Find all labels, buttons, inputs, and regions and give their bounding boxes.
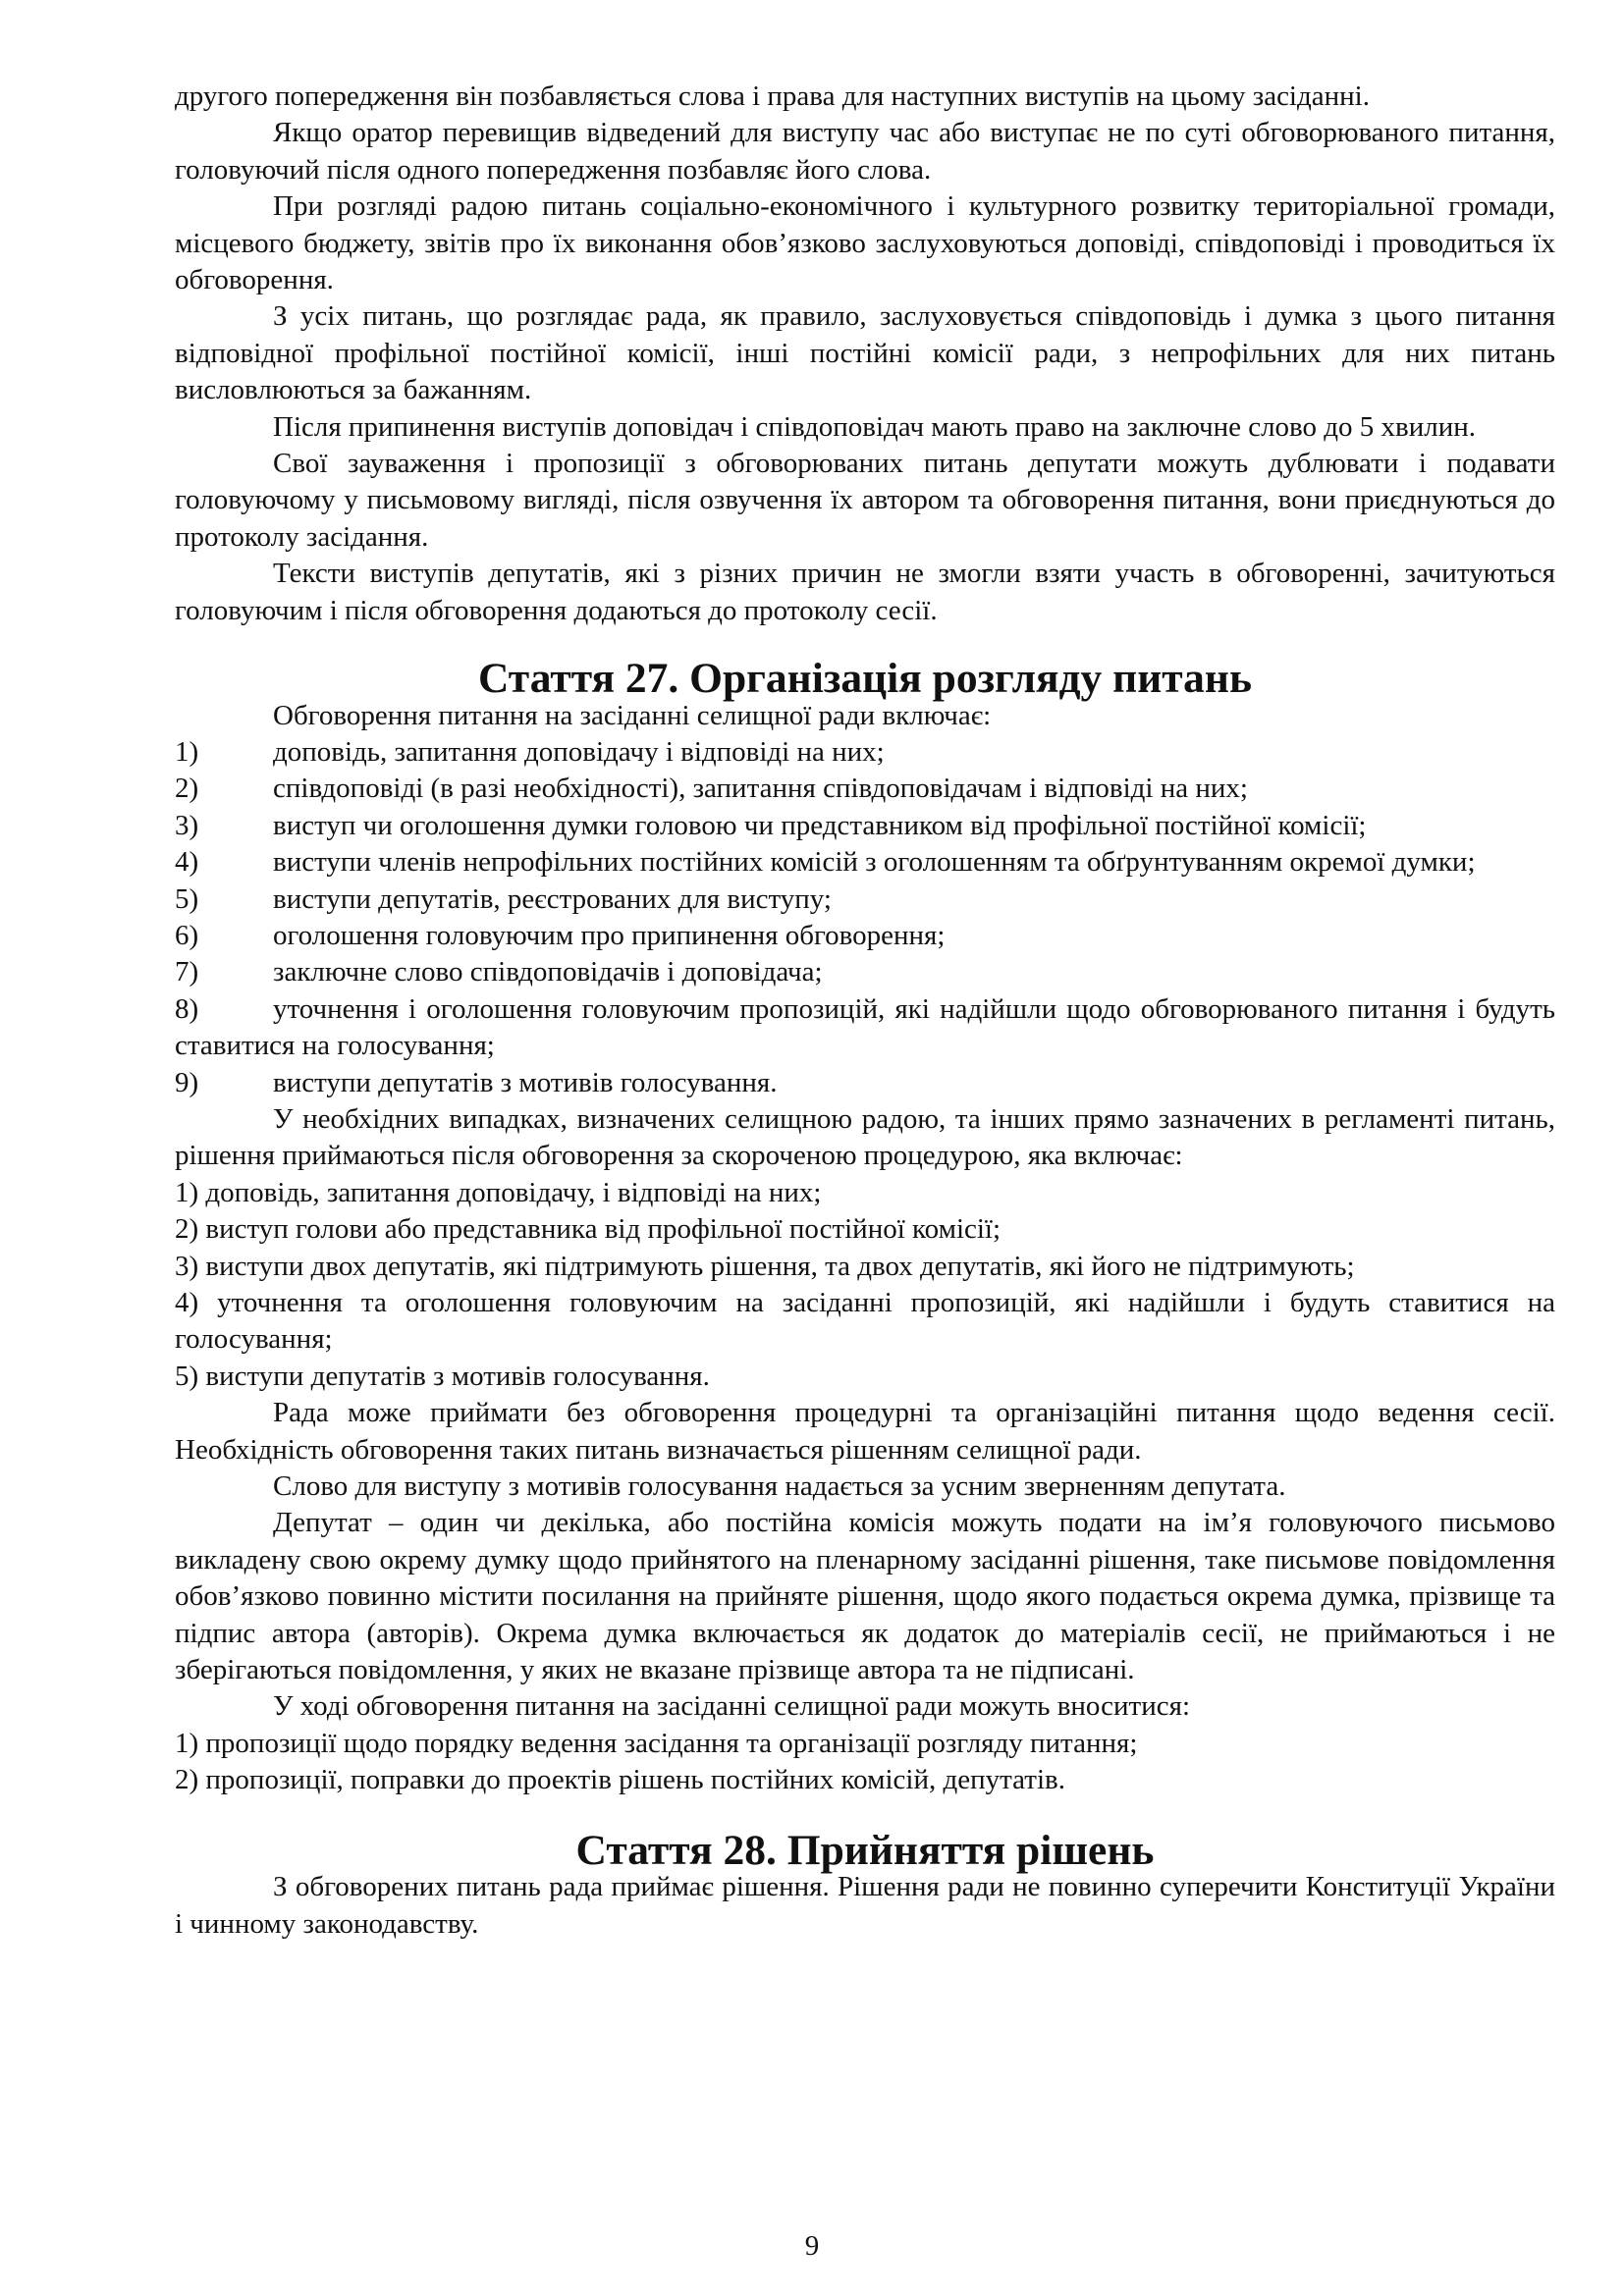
intro-section: [175, 79, 1555, 629]
list-item: [175, 734, 1555, 771]
list-item: 1) доповідь, запитання доповідачу, і відповіді на них;: [175, 1176, 822, 1208]
list-item-number: 3): [175, 809, 199, 841]
paragraph: Слово для виступу з мотивів голосування надається за усним зверненням депутата.: [273, 1470, 1286, 1503]
paragraph: З усіх питань, що розглядає рада, як правило, заслуховується співдоповідь і думка з цього питання відповідної профільної постійної комісії, інші постійні комісії ради, з непрофільних для них питань висловлюються за бажанням.: [175, 300, 1555, 406]
list-item: 3) виступи двох депутатів, які підтримують рішення, та двох депутатів, які його не підтримують;: [175, 1250, 1355, 1282]
short-procedure-list: [175, 1175, 1555, 1395]
short-procedure-intro: У необхідних випадках, визначених селищною радою, та інших прямо зазначених в регламенті питань, рішення приймаються після обговорення за скороченою процедурою, яка включає:: [175, 1102, 1555, 1172]
article-27-lead: Обговорення питання на засіданні селищної ради включає:: [273, 699, 992, 731]
list-item: 1) пропозиції щодо порядку ведення засідання та організації розгляду питання;: [175, 1727, 1138, 1759]
list-item: [175, 844, 1555, 881]
list-item-text: виступи депутатів з мотивів голосування.: [273, 1066, 778, 1098]
list-item-number: 8): [175, 992, 199, 1025]
paragraph: Після припинення виступів доповідач і співдоповідач мають право на заключне слово до 5 хвилин.: [273, 410, 1477, 443]
article-28: [175, 1826, 1555, 1943]
paragraph: другого попередження він позбавляється слова і права для наступних виступів на цьому засіданні.: [175, 80, 1370, 112]
list-item-text: виступ чи оголошення думки головою чи представником від профільної постійної комісії;: [273, 809, 1367, 841]
paragraph: Свої зауваження і пропозиції з обговорюваних питань депутати можуть дублювати і подавати головуючому у письмовому вигляді, після озвучення їх автором та обговорення питання, вони приєднуються до протоколу засідання.: [175, 448, 1555, 553]
list-item: [175, 918, 1555, 954]
page-number: 9: [804, 2230, 820, 2262]
list-item: 5) виступи депутатів з мотивів голосування.: [175, 1360, 710, 1392]
list-item: [175, 808, 1555, 844]
proposals-list: [175, 1726, 1555, 1799]
discussion-steps-list: [175, 734, 1555, 1101]
list-item-number: 2): [175, 773, 199, 805]
list-item-text: заключне слово співдоповідачів і доповідача;: [273, 956, 823, 988]
list-item-text: виступи депутатів, реєстрованих для виступу;: [273, 882, 832, 915]
list-item-text: оголошення головуючим про припинення обговорення;: [273, 919, 946, 951]
list-item-number: 9): [175, 1066, 199, 1098]
list-item-number: 4): [175, 846, 199, 879]
paragraph: При розгляді радою питань соціально-економічного і культурного розвитку територіальної громади, місцевого бюджету, звітів про їх виконання обов’язково заслуховуються доповіді, співдоповіді і проводиться їх обговорення.: [175, 190, 1555, 296]
paragraph: Якщо оратор перевищив відведений для виступу час або виступає не по суті обговорюваного питання, головуючий після одного попередження позбавляє його слова.: [175, 117, 1555, 186]
list-item: [175, 991, 1555, 1065]
article-27-heading: Стаття 27. Організація розгляду питань: [477, 655, 1253, 703]
list-item-text: виступи членів непрофільних постійних комісій з оголошенням та обґрунтуванням окремої думки;: [273, 846, 1476, 879]
paragraph: Рада може приймати без обговорення процедурні та організаційні питання щодо ведення сесії. Необхідність обговорення таких питань визначається рішенням селищної ради.: [175, 1397, 1555, 1466]
list-item: 2) пропозиції, поправки до проектів рішень постійних комісій, депутатів.: [175, 1764, 1065, 1796]
list-item-number: 5): [175, 882, 199, 915]
list-item-text: доповідь, запитання доповідачу і відповіді на них;: [273, 735, 885, 768]
list-item: 4) уточнення та оголошення головуючим на засіданні пропозицій, які надійшли і будуть ставитися на голосування;: [175, 1287, 1555, 1356]
paragraph: Тексти виступів депутатів, які з різних причин не змогли взяти участь в обговоренні, зачитуються головуючим і після обговорення додаються до протоколу сесії.: [175, 558, 1555, 626]
list-item: [175, 881, 1555, 918]
list-item-number: 1): [175, 735, 199, 768]
list-item-text: співдоповіді (в разі необхідності), запитання співдоповідачам і відповіді на них;: [273, 773, 1248, 805]
list-item: [175, 771, 1555, 807]
document-page: [175, 79, 1555, 1943]
list-item-text: уточнення і оголошення головуючим пропозицій, які надійшли щодо обговорюваного питання і будуть ставитися на голосування;: [175, 992, 1555, 1062]
paragraph: У ході обговорення питання на засіданні селищної ради можуть вноситися:: [273, 1690, 1191, 1723]
list-item: [175, 954, 1555, 990]
list-item-number: 6): [175, 919, 199, 951]
article-28-heading: Стаття 28. Прийняття рішень: [575, 1826, 1155, 1874]
list-item-number: 7): [175, 956, 199, 988]
list-item: 2) виступ голови або представника від профільної постійної комісії;: [175, 1213, 1001, 1246]
article-27: [175, 655, 1555, 1799]
list-item: [175, 1065, 1555, 1101]
paragraph: З обговорених питань рада приймає рішення. Рішення ради не повинно суперечити Конституції України і чинному законодавству.: [175, 1871, 1555, 1940]
paragraph: Депутат – один чи декілька, або постійна комісія можуть подати на ім’я головуючого письмово викладену свою окрему думку щодо прийнятого на пленарному засіданні рішення, таке письмове повідомлення обов’язково повинно містити посилання на прийняте рішення, щодо якого подається окрема думка, прізвище та підпис автора (авторів). Окрема думка включається як додаток до матеріалів сесії, не приймаються і не зберігаються повідомлення, у яких не вказане прізвище автора та не підписані.: [175, 1507, 1555, 1686]
